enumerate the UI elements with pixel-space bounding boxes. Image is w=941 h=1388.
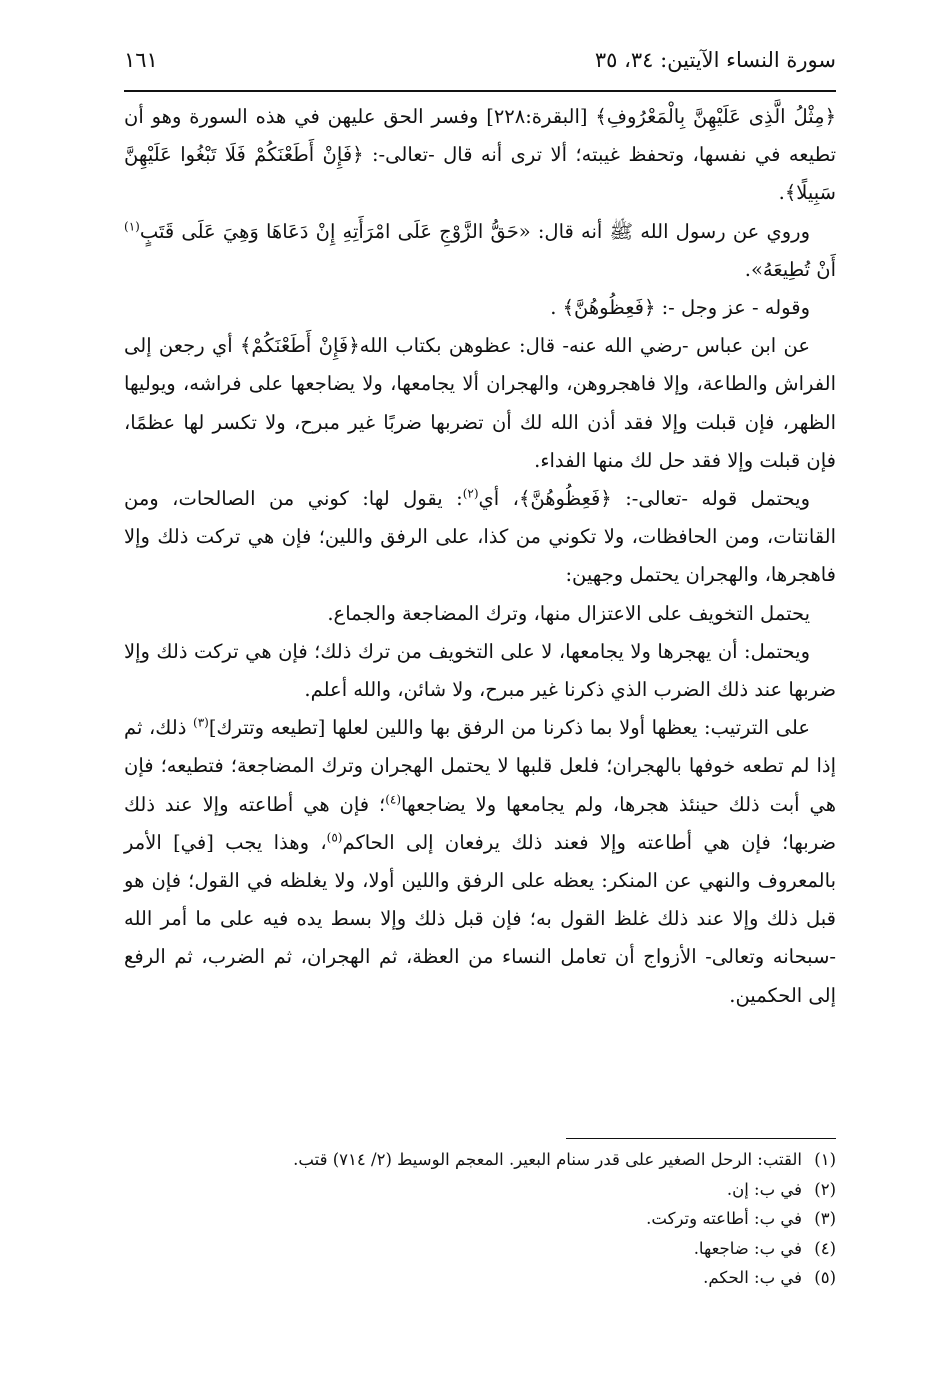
paragraph [124, 595, 836, 633]
footnote-text: في ب: أطاعته وتركت. [646, 1209, 802, 1228]
paragraph-text: ﴿مِثْلُ الَّذِى عَلَيْهِنَّ بِالْمَعْرُوفِ﴾ [البقرة:٢٢٨] وفسر الحق عليهن في هذه السورة وهو أن تطيعه في نفسها، وتحفظ غيبته؛ ألا ترى أنه قال -تعالى-: ﴿فَإِنْ أَطَعْنَكُمْ فَلَا تَبْغُوا عَلَيْهِنَّ سَبِيلًا﴾. [124, 105, 836, 205]
paragraph [124, 709, 836, 1015]
paragraph-text: وروي عن رسول الله ﷺ أنه قال: «حَقُّ الزَّوْجِ عَلَى امْرَأَتِهِ إِنْ دَعَاهَا وَهِيَ عَلَى قَتَبٍ [139, 219, 810, 243]
footnote-ref: (٤) [385, 792, 402, 807]
paragraph-text: عن ابن عباس -رضي الله عنه- قال: عظوهن بكتاب الله﴿فَإِنْ أَطَعْنَكُمْ﴾ أي رجعن إلى الفراش والطاعة، وإلا فاهجروهن، والهجران ألا يجامعها، ولا يضاجعها على فراشه، ويوليها الظهر، فإن قبلت وإلا فقد أذن الله لك أن تضربها ضربًا غير مبرح، ولا تكسر لها عظمًا، فإن قبلت وإلا فقد حل لك منها الفداء. [124, 334, 836, 472]
footnote [124, 1204, 836, 1234]
footnote [124, 1263, 836, 1293]
running-header [124, 44, 836, 92]
paragraph [124, 213, 836, 289]
footnote-text: القتب: الرحل الصغير على قدر سنام البعير. المعجم الوسيط (٢/ ٧١٤) قتب. [293, 1150, 802, 1169]
paragraph-text: ويحتمل قوله -تعالى-: ﴿فَعِظُوهُنَّ﴾، أي [478, 487, 810, 511]
paragraph-text: ؛ فإن هي أطاعته وإلا عند ذلك ضربها؛ فإن هي أطاعته وإلا فعند ذلك يرفعان إلى الحاكم [124, 792, 837, 854]
footnote-separator [566, 1138, 836, 1139]
running-title: سورة النساء الآيتين: ٣٤، ٣٥ [594, 48, 836, 72]
footnote [124, 1175, 836, 1205]
footnote-number: (١) [814, 1150, 836, 1169]
footnote-ref: (٢) [462, 486, 479, 501]
paragraph-text: على الترتيب: يعظها أولا بما ذكرنا من الرفق بها واللين لعلها [تطيعه وتترك] [208, 716, 811, 740]
footnotes [124, 1145, 836, 1293]
footnote [124, 1234, 836, 1264]
footnote-number: (٥) [814, 1268, 836, 1287]
footnote-number: (٢) [814, 1179, 836, 1199]
paragraph-text: ، وهذا يجب [في] الأمر بالمعروف والنهي عن المنكر: يعظه على الرفق واللين أولا، ولا يغلظه في القول؛ فإن هو قبل ذلك وإلا عند ذلك غلظ القول به؛ فإن قبل ذلك وإلا بسط يده فيه على ما أمر الله -سبحانه وتعالى- الأزواج أن تعامل النساء من العظة، ثم الهجران، ثم الضرب، ثم الرفع إلى الحكمين. [124, 830, 836, 1007]
page-number: ١٦١ [124, 48, 158, 72]
paragraph [124, 289, 836, 327]
paragraph [124, 633, 836, 709]
footnote-number: (٣) [814, 1209, 836, 1228]
main-text [124, 98, 836, 1015]
paragraph-text: ويحتمل: أن يهجرها ولا يجامعها، لا على التخويف من ترك ذلك؛ فإن هي تركت ذلك وإلا ضربها عند ذلك الضرب الذي ذكرنا غير مبرح، ولا شائن، والله أعلم. [124, 639, 836, 702]
paragraph-text: يحتمل التخويف على الاعتزال منها، وترك المضاجعة والجماع. [327, 601, 810, 625]
footnote [124, 1145, 836, 1175]
footnote-ref: (٥) [326, 830, 343, 845]
footnote-text: في ب: الحكم. [703, 1268, 802, 1287]
footnote-number: (٤) [814, 1238, 836, 1258]
paragraph [124, 327, 836, 480]
paragraph-text: أَنْ تُطِيعَهُ». [744, 257, 836, 281]
footnote-text: في ب: إن. [726, 1179, 802, 1199]
paragraph-text: وقوله - عز وجل -: ﴿فَعِظُوهُنَّ﴾ . [550, 296, 810, 320]
footnote-text: في ب: ضاجعها. [693, 1238, 802, 1258]
footnote-ref: (١) [124, 219, 140, 234]
footnote-ref: (٣) [193, 715, 209, 730]
paragraph [124, 98, 836, 213]
paragraph [124, 480, 836, 595]
paragraph-text: : يقول لها: كوني من الصالحات، ومن القانتات، ومن الحافظات، ولا تكوني من كذا، على الرفق واللين؛ فإن هي تركت ذلك وإلا فاهجرها، والهجران يحتمل وجهين: [124, 487, 836, 587]
paragraph-text: ذلك، ثم إذا لم تطعه خوفها بالهجران؛ فلعل قلبها لا يحتمل الهجران وترك المضاجعة؛ فتطيعه؛ فإن هي أبت ذلك حينئذ هجرها، ولم يجامعها ولا يضاجعها [124, 716, 836, 816]
